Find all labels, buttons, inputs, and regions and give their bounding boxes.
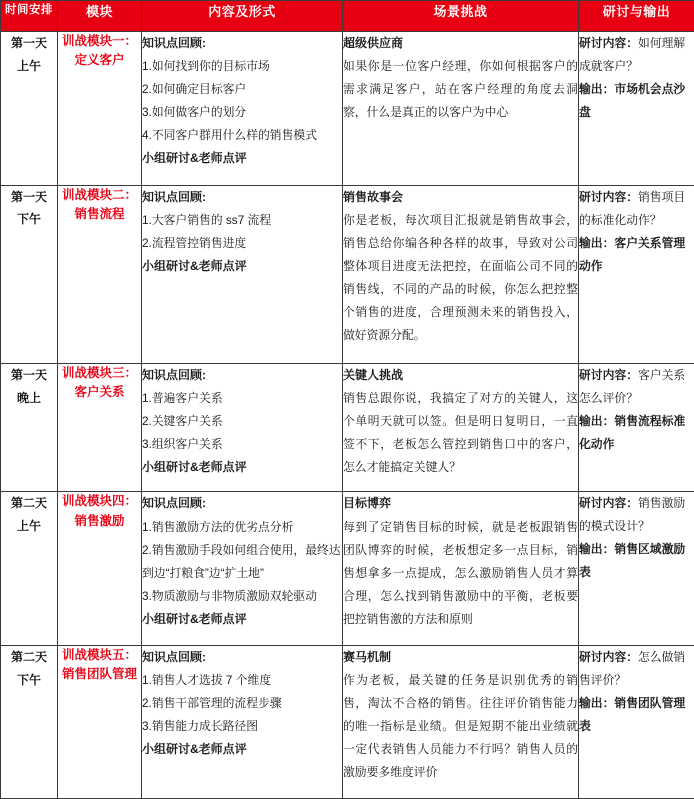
content-item: 2.销售干部管理的流程步骤 (142, 696, 282, 711)
cell-output (579, 32, 694, 186)
output-value: 销售团队管理表 (579, 695, 686, 733)
module-number: 训战模块四： (61, 494, 137, 509)
module-number: 训战模块一： (61, 34, 137, 48)
column-header-content: 内容及形式 (142, 1, 343, 32)
cell-time (1, 645, 58, 798)
content-item: 2.关键客户关系 (142, 414, 223, 429)
cell-output (579, 492, 694, 646)
output-label: 输出： (579, 413, 615, 428)
time-day: 第二天 (10, 649, 47, 664)
cell-time (1, 32, 58, 186)
table-row (1, 185, 694, 363)
module-title: 定义客户 (74, 53, 125, 68)
cell-scene (343, 363, 579, 491)
header-row (1, 1, 694, 32)
cell-module (58, 32, 142, 186)
time-day: 第一天 (10, 367, 47, 382)
scene-title: 目标博弈 (343, 496, 392, 511)
cell-output (579, 363, 694, 491)
scene-body: 销售总跟你说，我搞定了对方的关键人，这个单明天就可以签。但是明日复明日，一直签不下，老板怎么管控到销售口中的客户，怎么才能搞定关键人？ (343, 391, 578, 475)
output-deliverable (579, 232, 694, 278)
content-item: 2.流程管控销售进度 (142, 235, 247, 250)
module-number: 训战模块三： (61, 365, 137, 380)
content-footer: 小组研讨&老师点评 (142, 460, 247, 475)
cell-output (579, 185, 694, 363)
table-row (1, 32, 694, 186)
table-header (1, 1, 694, 32)
cell-scene (343, 32, 579, 186)
content-heading: 知识点回顾: (142, 496, 206, 511)
output-discussion (579, 646, 694, 692)
column-header-module: 模块 (58, 1, 142, 32)
cell-module (58, 492, 142, 646)
output-value: 市场机会点沙盘 (579, 82, 686, 119)
content-heading: 知识点回顾: (142, 367, 206, 382)
scene-title: 销售故事会 (343, 189, 404, 204)
module-number: 训战模块二： (61, 187, 137, 202)
output-discussion (579, 492, 694, 538)
content-item: 1.销售人才选拔 7 个维度 (142, 673, 272, 688)
discussion-label: 研讨内容： (579, 189, 638, 204)
scene-body: 如果你是一位客户经理，你如何根据客户的需求满足客户，站在客户经理的角度去洞察，什么是真正的以客户为中心 (343, 59, 578, 120)
cell-scene (343, 185, 579, 363)
module-title: 销售团队管理 (61, 667, 137, 682)
content-item: 2.销售激励手段如何组合使用，最终达到边“打粮食”边“扩土地” (142, 542, 341, 580)
time-period: 晚上 (16, 390, 41, 405)
output-discussion (579, 32, 694, 78)
discussion-label: 研讨内容： (579, 496, 638, 511)
discussion-value: 如何理解成就客户？ (579, 36, 686, 73)
column-header-time: 时间安排 (1, 1, 58, 32)
time-day: 第二天 (10, 496, 47, 511)
discussion-value: 销售激励的模式设计？ (579, 496, 686, 534)
time-period: 上午 (16, 519, 41, 534)
discussion-value: 销售项目的标准化动作？ (579, 189, 686, 227)
time-period: 下午 (16, 672, 41, 687)
content-heading: 知识点回顾: (142, 36, 206, 50)
content-item: 4.不同客户群用什么样的销售模式 (142, 128, 317, 143)
content-item: 3.销售能力成长路径图 (142, 719, 259, 734)
content-item: 3.如何做客户的划分 (142, 105, 247, 120)
content-footer: 小组研讨&老师点评 (142, 742, 247, 757)
content-item: 3.组织客户关系 (142, 437, 223, 452)
scene-body: 每到了定销售目标的时候，就是老板跟销售团队博弈的时候，老板想定多一点目标，销售想拿多一点提成，怎么激励销售人员才算合理，怎么找到销售激励中的平衡，老板要把控销售激的方法和原则 (343, 519, 578, 626)
output-deliverable (579, 692, 694, 738)
discussion-label: 研讨内容： (579, 649, 638, 664)
scene-body: 作为老板，最关键的任务是识别优秀的销售，淘汰不合格的销售。往往评价销售能力的唯一指标是业绩。但是短期不能出业绩就一定代表销售人员能力不行吗？销售人员的激励要多维度评价 (343, 673, 578, 780)
cell-content (142, 492, 343, 646)
cell-content (142, 645, 343, 798)
discussion-value: 客户关系怎么评价？ (579, 367, 686, 405)
time-period: 下午 (16, 212, 41, 227)
output-value: 销售流程标准化动作 (579, 413, 686, 451)
content-item: 1.普遍客户关系 (142, 391, 223, 406)
module-number: 训战模块五： (61, 647, 137, 662)
output-deliverable (579, 410, 694, 456)
output-discussion (579, 364, 694, 410)
output-value: 销售区域激励表 (579, 542, 686, 580)
cell-module (58, 645, 142, 798)
table-row (1, 492, 694, 646)
cell-scene (343, 645, 579, 798)
content-item: 1.大客户销售的 ss7 流程 (142, 212, 272, 227)
content-footer: 小组研讨&老师点评 (142, 258, 247, 273)
cell-content (142, 32, 343, 186)
output-discussion (579, 186, 694, 232)
module-title: 销售激励 (74, 513, 125, 528)
cell-scene (343, 492, 579, 646)
content-item: 2.如何确定目标客户 (142, 82, 247, 97)
scene-title: 赛马机制 (343, 649, 392, 664)
discussion-value: 怎么做销售评价？ (579, 649, 686, 687)
cell-content (142, 185, 343, 363)
time-day: 第一天 (10, 36, 47, 50)
table-row (1, 645, 694, 798)
cell-output (579, 645, 694, 798)
table-body (1, 32, 694, 799)
content-heading: 知识点回顾: (142, 189, 206, 204)
scene-body: 你是老板，每次项目汇报就是销售故事会，销售总给你编各种各样的故事，导致对公司整体项目进度无法把控，在面临公司不同的销售线，不同的产品的时候，你怎么把控整个销售的进度，合理预测未来的销售投入，做好资源分配。 (343, 212, 578, 342)
content-item: 3.物质激励与非物质激励双轮驱动 (142, 588, 317, 603)
time-day: 第一天 (10, 189, 47, 204)
cell-time (1, 185, 58, 363)
discussion-label: 研讨内容： (579, 367, 638, 382)
output-label: 输出： (579, 695, 615, 710)
content-footer: 小组研讨&老师点评 (142, 151, 247, 166)
module-title: 销售流程 (74, 206, 125, 221)
content-item: 1.如何找到你的目标市场 (142, 59, 270, 74)
discussion-label: 研讨内容： (579, 36, 638, 50)
output-deliverable (579, 78, 694, 124)
cell-time (1, 492, 58, 646)
cell-module (58, 363, 142, 491)
output-label: 输出： (579, 235, 615, 250)
output-deliverable (579, 538, 694, 584)
column-header-output: 研讨与输出 (579, 1, 694, 32)
scene-title: 超级供应商 (343, 36, 404, 50)
table-row (1, 363, 694, 491)
output-label: 输出： (579, 542, 615, 557)
content-heading: 知识点回顾: (142, 649, 206, 664)
cell-content (142, 363, 343, 491)
output-label: 输出： (579, 82, 615, 96)
cell-module (58, 185, 142, 363)
content-footer: 小组研讨&老师点评 (142, 611, 247, 626)
module-title: 客户关系 (74, 385, 125, 400)
column-header-scene: 场景挑战 (343, 1, 579, 32)
output-value: 客户关系管理动作 (579, 235, 686, 273)
content-item: 1.销售激励方法的优劣点分析 (142, 519, 294, 534)
time-period: 上午 (16, 58, 41, 73)
scene-title: 关键人挑战 (343, 367, 404, 382)
cell-time (1, 363, 58, 491)
